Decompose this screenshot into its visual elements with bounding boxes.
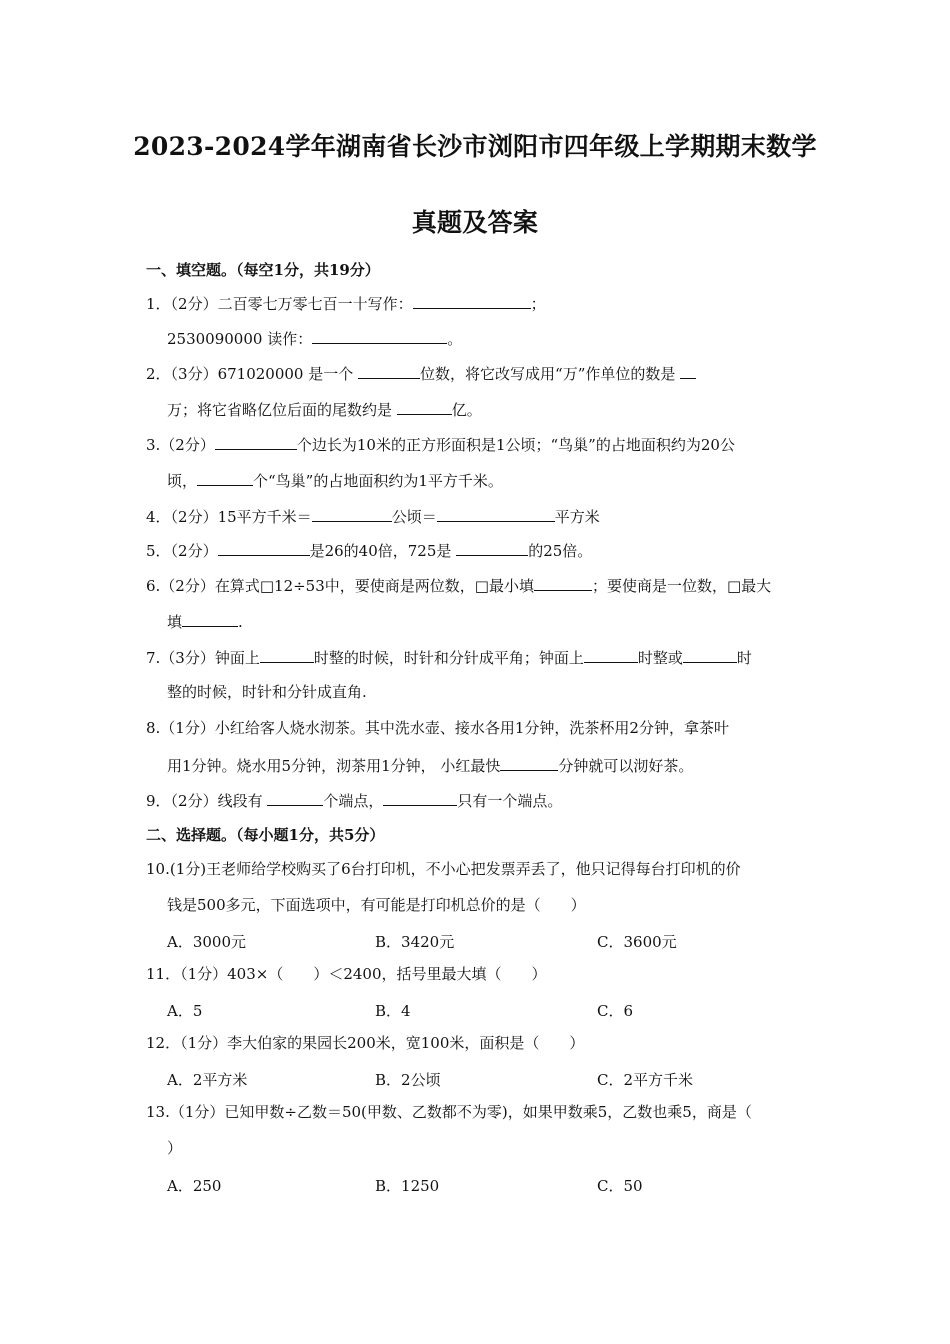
- q6-blank-2[interactable]: [182, 610, 238, 627]
- q4-text: 4．（2分）15平方千米＝: [146, 508, 312, 526]
- q5-text: 5．（2分）: [146, 542, 218, 560]
- q9-text-2: 个端点，: [323, 792, 384, 810]
- question-7-cont: [167, 682, 367, 702]
- q10-text-2: 钱是500多元，下面选项中，有可能是打印机总价的是（ ）: [167, 896, 586, 914]
- q13-option-a[interactable]: A．250: [167, 1177, 222, 1195]
- q5-blank-2[interactable]: [456, 539, 528, 556]
- question-10: [146, 859, 741, 879]
- q13-option-c[interactable]: C．50: [597, 1177, 643, 1195]
- q7-text-2: 时整的时候，时针和分针成平角；钟面上: [313, 649, 584, 667]
- q10-option-c[interactable]: C．3600元: [597, 933, 677, 951]
- q7-blank-3[interactable]: [683, 646, 737, 663]
- question-12: [146, 1033, 584, 1053]
- question-8: [146, 718, 729, 738]
- question-6: [146, 574, 771, 596]
- q4-text-3: 平方米: [554, 508, 600, 526]
- question-1: [146, 292, 546, 314]
- q7-blank-1[interactable]: [260, 646, 314, 663]
- question-7: [146, 646, 752, 668]
- q4-blank-2[interactable]: [437, 505, 555, 522]
- q10-option-b[interactable]: B．3420元: [375, 933, 455, 951]
- q10-option-a[interactable]: A．3000元: [167, 933, 247, 951]
- q7-text-4: 时: [736, 649, 752, 667]
- q13-option-b[interactable]: B．1250: [375, 1177, 440, 1195]
- question-9: [146, 789, 562, 811]
- q1-text-2: ；: [530, 295, 546, 313]
- q13-text-2: ）: [167, 1139, 183, 1157]
- q2-blank-3[interactable]: [397, 398, 452, 415]
- q5-blank-1[interactable]: [218, 539, 310, 556]
- q4-blank-1[interactable]: [312, 505, 392, 522]
- q11-option-b[interactable]: B．4: [375, 1002, 411, 1020]
- q3-text: 3.（2分）: [146, 436, 215, 454]
- q12-option-a[interactable]: A．2平方米: [167, 1071, 248, 1089]
- q12-option-b[interactable]: B．2公顷: [375, 1071, 441, 1089]
- question-6-cont: [167, 610, 243, 632]
- question-4: [146, 505, 600, 527]
- q7-text-5: 整的时候，时针和分针成直角.: [167, 683, 367, 701]
- q11-option-a[interactable]: A．5: [167, 1002, 203, 1020]
- section-heading-fill-blank: 一、填空题。（每空1分，共19分）: [146, 261, 380, 279]
- q6-blank-1[interactable]: [534, 574, 592, 591]
- q6-text-3: 填: [167, 613, 183, 631]
- q11-text: 11．（1分）403×（ ）＜2400，括号里最大填（ ）: [146, 965, 547, 983]
- q4-text-2: 公顷＝: [391, 508, 437, 526]
- q5-text-2: 是26的40倍，725是: [309, 542, 452, 560]
- question-3-cont: [167, 469, 503, 491]
- q3-blank-2[interactable]: [197, 469, 253, 486]
- page-title: 2023-2024学年湖南省长沙市浏阳市四年级上学期期末数学: [133, 132, 817, 161]
- q3-text-3: 顷，: [167, 472, 198, 490]
- q7-text: 7.（3分）钟面上: [146, 649, 260, 667]
- q8-blank-1[interactable]: [500, 754, 558, 771]
- q8-text: 8.（1分）小红给客人烧水沏茶。其中洗水壶、接水各用1分钟，洗茶杯用2分钟，拿茶叶: [146, 719, 729, 737]
- q8-text-2: 用1分钟。烧水用5分钟，沏茶用1分钟， 小红最快: [167, 757, 501, 775]
- q2-blank-1[interactable]: [358, 362, 420, 379]
- section-heading-choice: 二、选择题。（每小题1分，共5分）: [146, 826, 385, 844]
- q2-blank-2[interactable]: [680, 362, 696, 379]
- q2-text-2: 位数，将它改写成用“万”作单位的数是: [420, 365, 676, 383]
- q6-text-4: .: [238, 613, 243, 631]
- q12-option-c[interactable]: C．2平方千米: [597, 1071, 694, 1089]
- question-2: [146, 362, 696, 384]
- q13-text: 13.（1分）已知甲数÷乙数＝50(甲数、乙数都不为零)，如果甲数乘5，乙数也乘5，商是（: [146, 1103, 752, 1121]
- question-5: [146, 539, 592, 561]
- q1-text-4: 。: [447, 330, 463, 348]
- q9-text: 9．（2分）线段有: [146, 792, 263, 810]
- q5-text-3: 的25倍。: [528, 542, 593, 560]
- page-subtitle: 真题及答案: [411, 208, 539, 237]
- q7-blank-2[interactable]: [584, 646, 638, 663]
- question-13-cont: [167, 1138, 182, 1158]
- question-10-cont: [167, 895, 586, 915]
- question-11: [146, 964, 547, 984]
- q7-text-3: 时整或: [637, 649, 683, 667]
- question-13: [146, 1102, 752, 1122]
- q12-text: 12．（1分）李大伯家的果园长200米，宽100米，面积是（ ）: [146, 1034, 585, 1052]
- q1-text-3: 2530090000 读作：: [167, 330, 313, 348]
- q2-text-3: 万；将它省略亿位后面的尾数约是: [167, 401, 393, 419]
- q9-blank-2[interactable]: [383, 789, 457, 806]
- q9-text-3: 只有一个端点。: [457, 792, 563, 810]
- question-3: [146, 433, 735, 455]
- q8-text-3: 分钟就可以沏好茶。: [558, 757, 694, 775]
- q3-blank-1[interactable]: [215, 433, 297, 450]
- question-1-cont: [167, 327, 462, 349]
- q2-text-4: 亿。: [451, 401, 482, 419]
- q10-text: 10.(1分)王老师给学校购买了6台打印机，不小心把发票弄丢了，他只记得每台打印机的价: [146, 860, 741, 878]
- q2-text: 2．（3分）671020000 是一个: [146, 365, 354, 383]
- q11-option-c[interactable]: C．6: [597, 1002, 634, 1020]
- q3-text-4: 个“鸟巢”的占地面积约为1平方千米。: [253, 472, 503, 490]
- question-2-cont: [167, 398, 482, 420]
- q1-text: 1．（2分）二百零七万零七百一十写作：: [146, 295, 413, 313]
- question-8-cont: [167, 754, 693, 776]
- q6-text-2: ；要使商是一位数，□最大: [591, 577, 772, 595]
- q9-blank-1[interactable]: [267, 789, 323, 806]
- q6-text: 6.（2分）在算式□12÷53中，要使商是两位数，□最小填: [146, 577, 534, 595]
- q1-blank-1[interactable]: [413, 292, 531, 309]
- q1-blank-2[interactable]: [312, 327, 447, 344]
- q3-text-2: 个边长为10米的正方形面积是1公顷；“鸟巢”的占地面积约为20公: [296, 436, 735, 454]
